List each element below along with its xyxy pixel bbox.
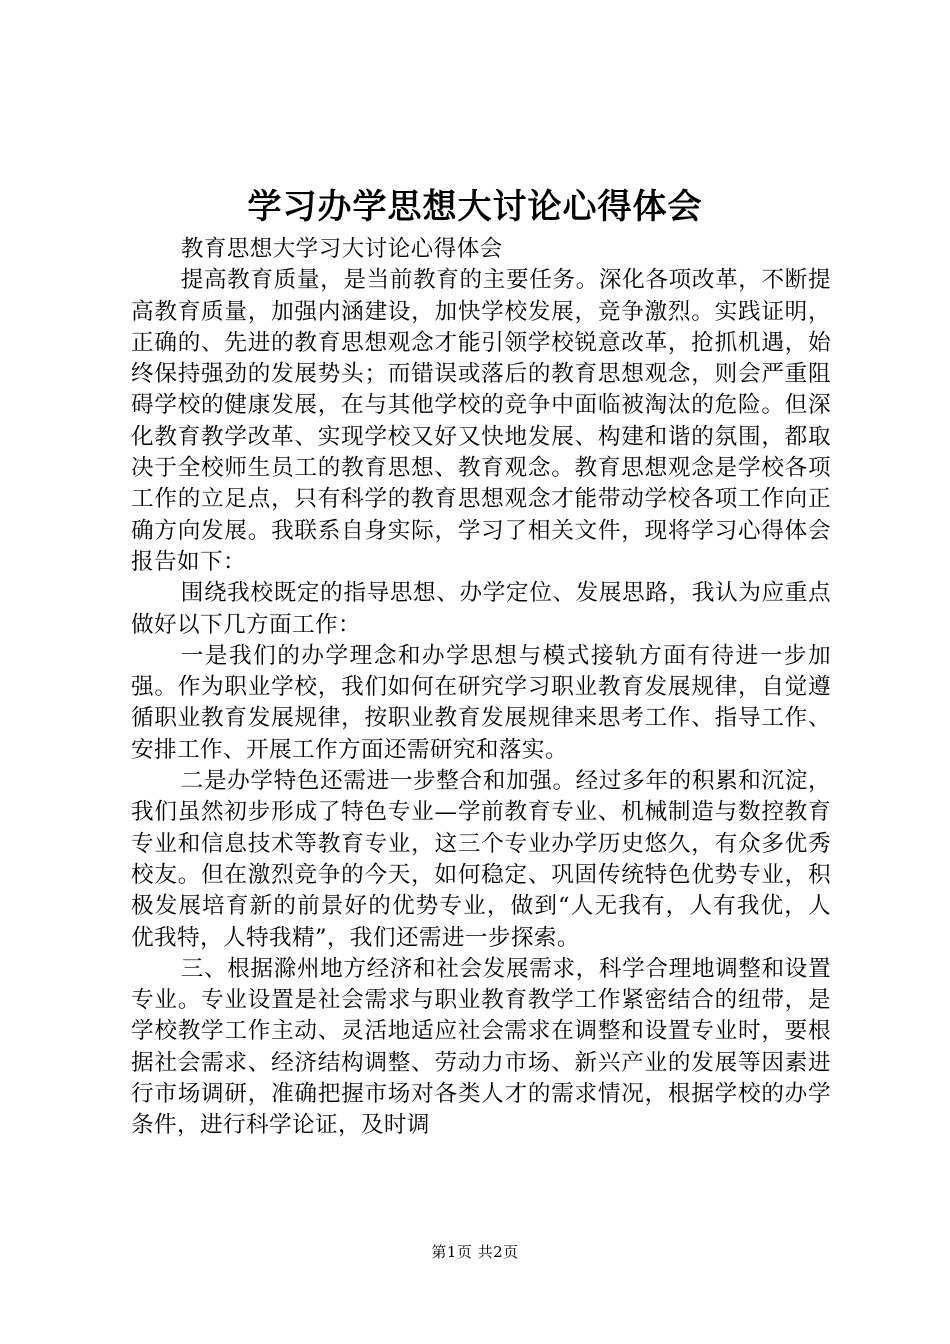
document-title: 学习办学思想大讨论心得体会 — [247, 187, 703, 227]
document-body — [131, 234, 831, 1142]
paragraph: 围绕我校既定的指导思想、办学定位、发展思路，我认为应重点做好以下几方面工作： — [131, 580, 831, 638]
page-footer: 第1页 共2页 — [431, 1243, 519, 1261]
paragraph: 一是我们的办学理念和办学思想与模式接轨方面有待进一步加强。作为职业学校，我们如何在研究学习职业教育发展规律，自觉遵循职业教育发展规律，按职业教育发展规律来思考工作、指导工作、安排工作、开展工作方面还需研究和落实。 — [131, 642, 831, 763]
paragraph: 提高教育质量，是当前教育的主要任务。深化各项改革，不断提高教育质量，加强内涵建设，加快学校发展，竞争激烈。实践证明，正确的、先进的教育思想观念才能引领学校锐意改革，抢抓机遇，始终保持强劲的发展势头；而错误或落后的教育思想观念，则会严重阻碍学校的健康发展，在与其他学校的竞争中面临被淘汰的危险。但深化教育教学改革、实现学校又好又快地发展、构建和谐的氛围，都取决于全校师生员工的教育思想、教育观念。教育思想观念是学校各项工作的立足点，只有科学的教育思想观念才能带动学校各项工作向正确方向发展。我联系自身实际，学习了相关文件，现将学习心得体会报告如下： — [131, 267, 831, 575]
paragraph: 三、根据滁州地方经济和社会发展需求，科学合理地调整和设置专业。专业设置是社会需求与职业教育教学工作紧密结合的纽带，是学校教学工作主动、灵活地适应社会需求在调整和设置专业时，要根据社会需求、经济结构调整、劳动力市场、新兴产业的发展等因素进行市场调研，准确把握市场对各类人才的需求情况，根据学校的办学条件，进行科学论证，及时调 — [131, 955, 831, 1139]
paragraph: 二是办学特色还需进一步整合和加强。经过多年的积累和沉淀，我们虽然初步形成了特色专业—学前教育专业、机械制造与数控教育专业和信息技术等教育专业，这三个专业办学历史悠久，有众多优秀校友。但在激烈竞争的今天，如何稳定、巩固传统特色优势专业，积极发展培育新的前景好的优势专业，做到“人无我有，人有我优，人优我特，人特我精”，我们还需进一步探索。 — [131, 768, 831, 951]
paragraph-subtitle: 教育思想大学习大讨论心得体会 — [180, 236, 503, 262]
